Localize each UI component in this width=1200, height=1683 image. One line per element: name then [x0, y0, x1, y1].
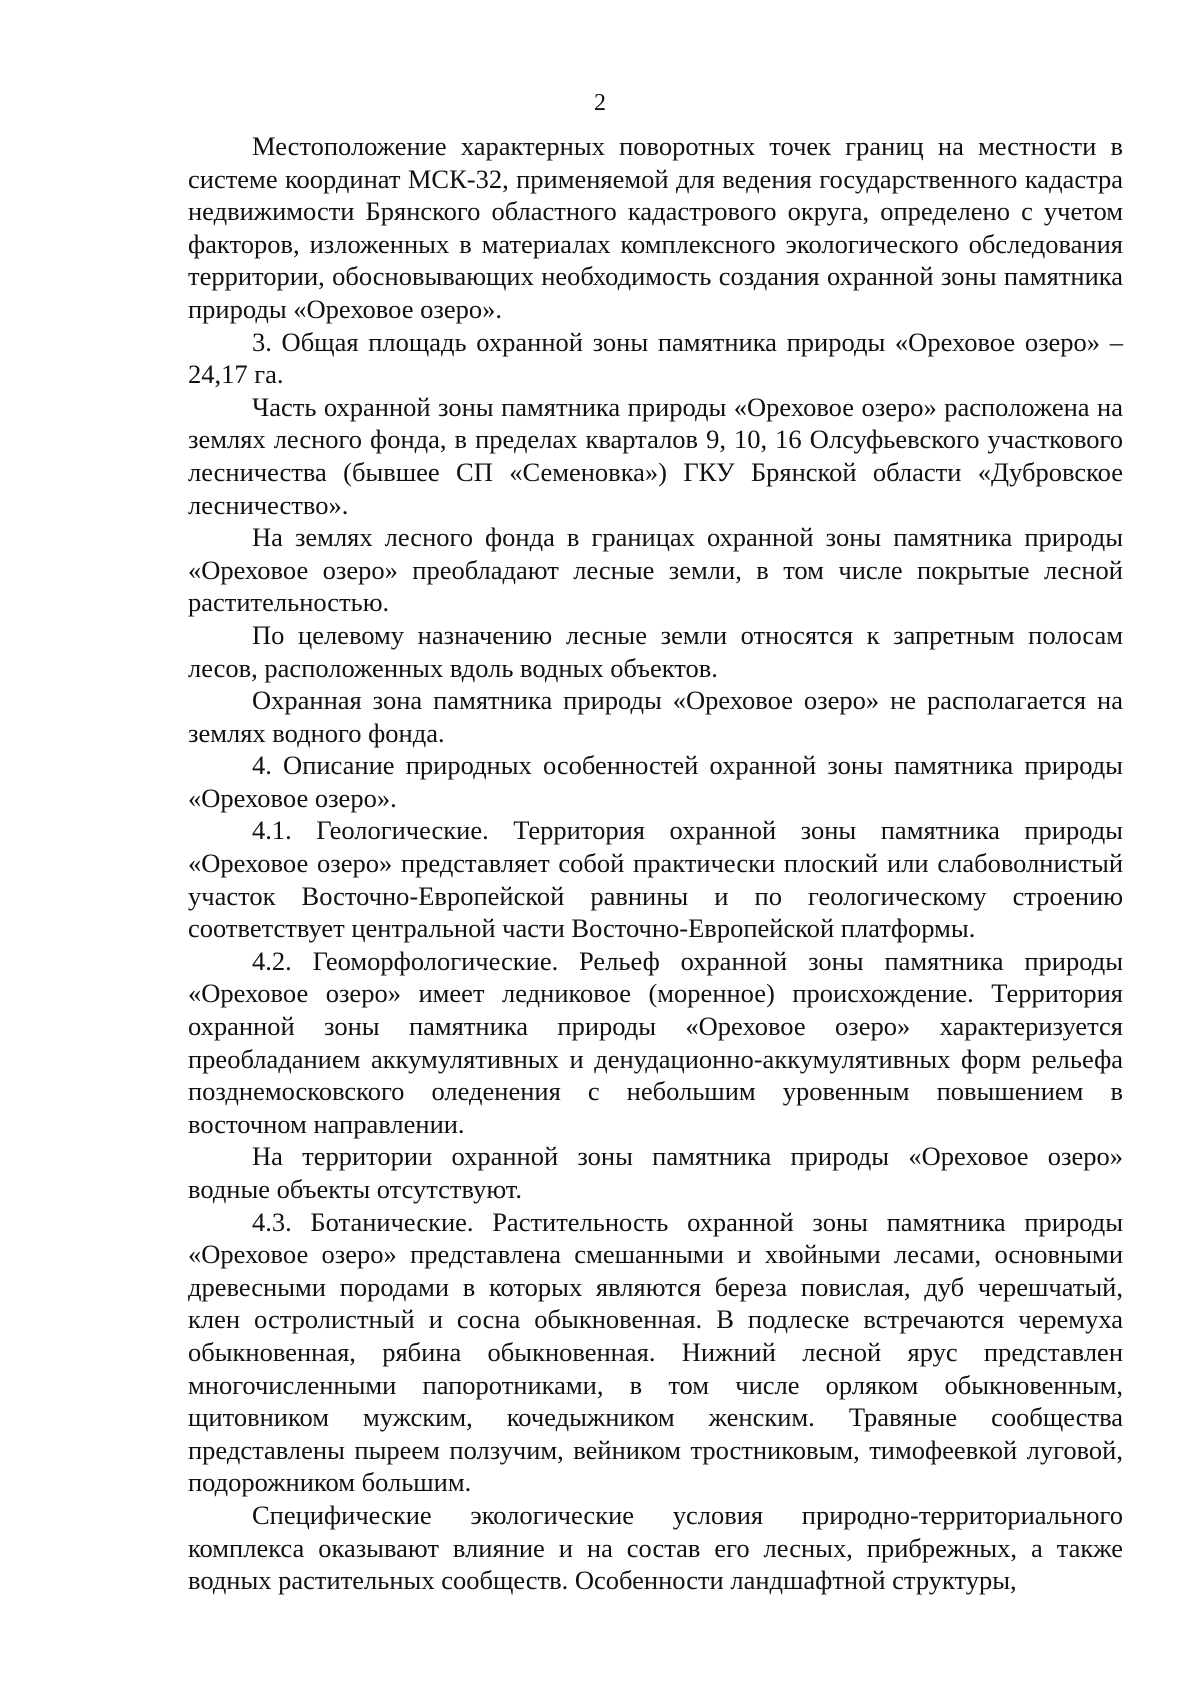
page-number: 2: [594, 90, 606, 116]
paragraph-location-coordinates: Местоположение характерных поворотных точек границ на местности в системе координат МСК-32, применяемой для ведения государственного кадастра недвижимости Брянского областного кадастрового округа, определено с учетом факторов, изложенных в материалах комплексного экологического обследования территории, обосновывающих необходимость создания охранной зоны памятника природы «Ореховое озеро».: [188, 131, 1123, 324]
document-body: [188, 130, 1123, 1597]
paragraph-water-objects: На территории охранной зоны памятника природы «Ореховое озеро» водные объекты отсутствуют.: [188, 1141, 1123, 1204]
paragraph-forest-lands: На землях лесного фонда в границах охранной зоны памятника природы «Ореховое озеро» преобладают лесные земли, в том числе покрытые лесной растительностью.: [188, 522, 1123, 618]
paragraph-forest-fund-location: Часть охранной зоны памятника природы «Ореховое озеро» расположена на землях лесного фонда, в пределах кварталов 9, 10, 16 Олсуфьевского участкового лесничества (бывшее СП «Семеновка») ГКУ Брянской области «Дубровское лесничество».: [188, 391, 1123, 520]
paragraph-purpose: По целевому назначению лесные земли относятся к запретным полосам лесов, расположенных вдоль водных объектов.: [188, 619, 1123, 683]
paragraph-geological: 4.1. Геологические. Территория охранной зоны памятника природы «Ореховое озеро» представляет собой практически плоский или слабоволнистый участок Восточно-Европейской равнины и по геологическому строению соответствует центральной части Восточно-Европейской платформы.: [188, 815, 1123, 944]
paragraph-water-fund: Охранная зона памятника природы «Ореховое озеро» не располагается на землях водного фонда.: [188, 685, 1123, 748]
paragraph-ecological-conditions: Специфические экологические условия природно-территориального комплекса оказывают влияние и на состав его лесных, прибрежных, а также водных растительных сообществ. Особенности ландшафтной структуры,: [188, 1499, 1123, 1596]
paragraph-botanical: 4.3. Ботанические. Растительность охранной зоны памятника природы «Ореховое озеро» представлена смешанными и хвойными лесами, основными древесными породами в которых являются береза повислая, дуб черешчатый, клен остролистный и сосна обыкновенная. В подлеске встречаются черемуха обыкновенная, рябина обыкновенная. Нижний лесной ярус представлен многочисленными папоротниками, в том числе орляком обыкновенным, щитовником мужским, кочедыжником женским. Травяные сообщества представлены пыреем ползучим, вейником тростниковым, тимофеевкой луговой, подорожником большим.: [188, 1206, 1123, 1498]
paragraph-natural-features-heading: 4. Описание природных особенностей охранной зоны памятника природы «Ореховое озеро».: [188, 750, 1123, 813]
paragraph-geomorphological: 4.2. Геоморфологические. Рельеф охранной зоны памятника природы «Ореховое озеро» имеет ледниковое (моренное) происхождение. Территория охранной зоны памятника природы «Ореховое озеро» характеризуется преобладанием аккумулятивных и денудационно-аккумулятивных форм рельефа позднемосковского оледенения с небольшим уровенным повышением в восточном направлении.: [188, 945, 1123, 1139]
paragraph-total-area: 3. Общая площадь охранной зоны памятника природы «Ореховое озеро» – 24,17 га.: [188, 326, 1123, 390]
